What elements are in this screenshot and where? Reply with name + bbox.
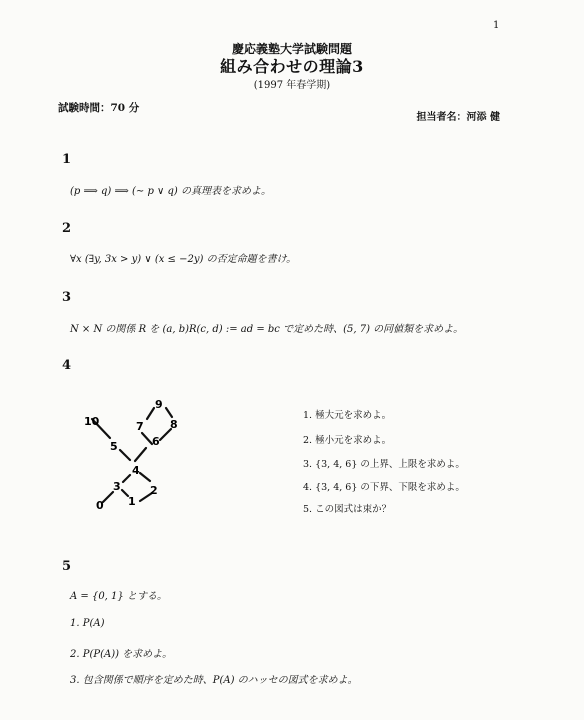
- node-7: 7: [136, 420, 144, 433]
- q4-item-2: 2. 極小元を求めよ。: [303, 435, 392, 446]
- edge-9-8: [166, 408, 172, 417]
- edge-0-3: [103, 492, 113, 502]
- node-10: 10: [84, 415, 100, 428]
- question-2-number: 2: [62, 221, 72, 236]
- instructor-name: 担当者名：河添 健: [416, 112, 500, 123]
- hasse-diagram: [80, 395, 190, 515]
- q4-item-4: 4. {3, 4, 6} の下界、下限を求めよ。: [303, 482, 465, 493]
- edge-7-9: [147, 408, 154, 419]
- edge-3-4: [123, 475, 130, 482]
- edge-4-2: [140, 473, 150, 481]
- question-5-intro: A = {0, 1} とする。: [70, 591, 167, 602]
- exam-time: 試験時間：70 分: [58, 102, 140, 114]
- university-name: 慶応義塾大学試験問題: [231, 42, 352, 56]
- edge-4-6: [135, 448, 146, 461]
- node-8: 8: [170, 418, 178, 431]
- question-2-text: ∀x (∃y, 3x > y) ∨ (x ≤ −2y) の否定命題を書け。: [70, 254, 297, 265]
- edge-5-4: [120, 450, 130, 460]
- question-3-text: N × N の関係 R を (a, b)R(c, d) := ad = bc で定めた時、(5, 7) の同値類を求めよ。: [70, 324, 464, 335]
- page-number: 1: [493, 20, 500, 31]
- q4-item-3: 3. {3, 4, 6} の上界、上限を求めよ。: [303, 459, 465, 470]
- exam-title: 組み合わせの理論3: [220, 57, 364, 76]
- node-3: 3: [113, 480, 121, 493]
- exam-period: (1997 年春学期): [253, 80, 331, 91]
- node-2: 2: [150, 484, 158, 497]
- node-6: 6: [152, 435, 160, 448]
- edge-7-6: [142, 433, 152, 444]
- node-1: 1: [128, 495, 136, 508]
- q4-item-5: 5. この図式は束か？: [303, 504, 392, 515]
- question-1-number: 1: [62, 152, 72, 167]
- q5-item-2: 2. P(P(A)) を求めよ。: [70, 649, 173, 660]
- node-9: 9: [155, 398, 163, 411]
- q5-item-1: 1. P(A): [70, 618, 105, 629]
- question-3-number: 3: [62, 290, 72, 305]
- question-5-number: 5: [62, 559, 72, 574]
- q5-item-3: 3. 包含関係で順序を定めた時、P(A) のハッセの図式を求めよ。: [70, 675, 358, 686]
- node-5: 5: [110, 440, 118, 453]
- question-1-text: (p ⟹ q) ⟹ (∼ p ∨ q) の真理表を求めよ。: [70, 186, 272, 197]
- q4-item-1: 1. 極大元を求めよ。: [303, 410, 392, 421]
- node-0: 0: [96, 499, 104, 512]
- question-4-number: 4: [62, 358, 72, 373]
- node-4: 4: [132, 464, 140, 477]
